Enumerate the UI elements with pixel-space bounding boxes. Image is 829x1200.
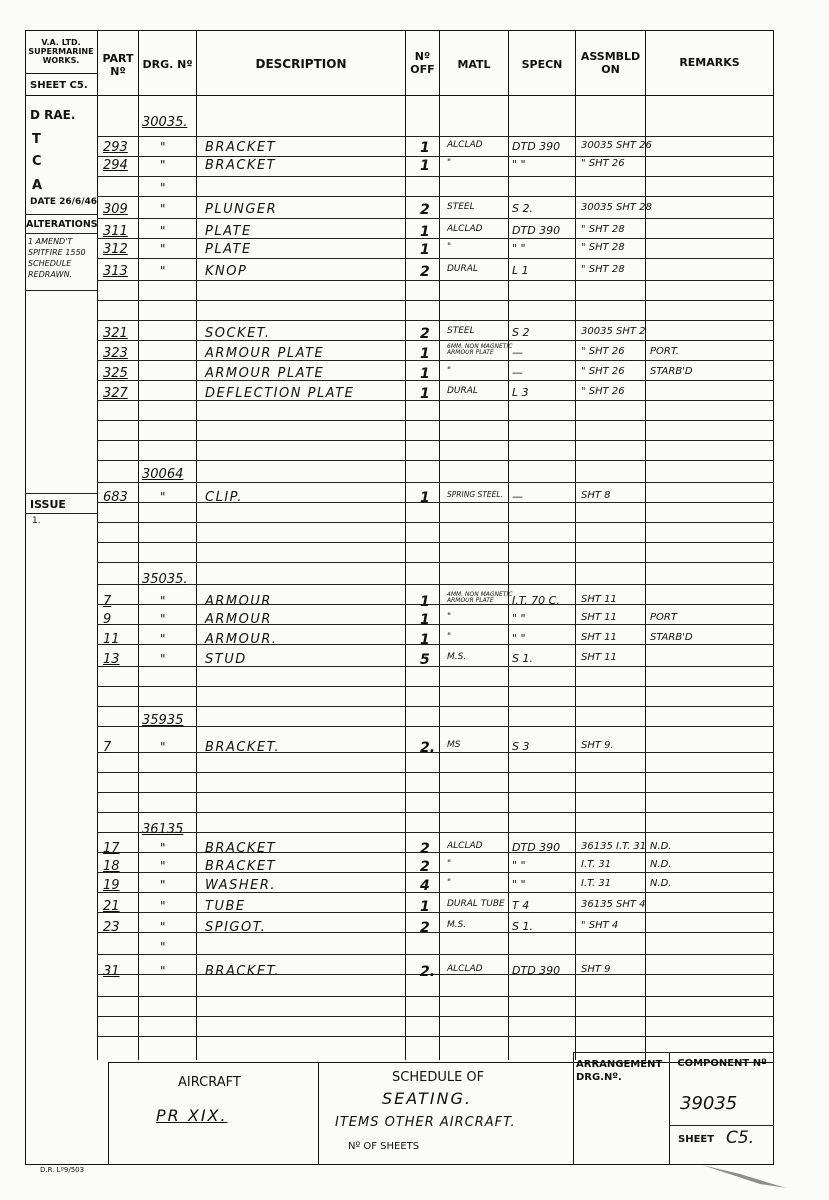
part-number: 309: [103, 202, 128, 217]
material: ": [447, 632, 452, 642]
drawing-number: ": [160, 140, 166, 154]
specification: L 3: [512, 386, 529, 399]
specification: S 1.: [512, 920, 533, 933]
assembled-on: " SHT 28: [581, 242, 625, 253]
assembled-on: " SHT 28: [581, 264, 625, 275]
material: ": [447, 158, 452, 168]
description: KNOP: [205, 264, 248, 279]
material: ALCLAD: [447, 841, 483, 851]
part-number: 31: [103, 964, 120, 979]
assembled-on: I.T. 31: [581, 859, 612, 870]
footer-left-rule: [108, 1062, 109, 1164]
col-part: PART Nº: [102, 52, 134, 78]
material: SPRING STEEL.: [447, 490, 503, 499]
description: BRACKET.: [205, 740, 281, 755]
part-number: 323: [103, 346, 128, 361]
specification: —: [512, 346, 523, 359]
row-rule: [97, 542, 774, 543]
row-rule: [97, 792, 774, 793]
row-rule: [97, 912, 774, 913]
part-number: 17: [103, 841, 120, 856]
scan-mark: [700, 1160, 790, 1190]
footer-rule-3: [573, 1052, 574, 1164]
description: ARMOUR PLATE: [205, 346, 325, 361]
remarks: STARB'D: [650, 632, 693, 643]
part-number: 311: [103, 224, 128, 239]
row-rule: [97, 604, 774, 605]
quantity-off: 2: [420, 202, 430, 218]
header-rule: [97, 95, 774, 96]
footer-rule-4: [669, 1052, 670, 1164]
assembled-on: SHT 9: [581, 964, 611, 975]
row-rule: [97, 562, 774, 563]
row-rule: [97, 196, 774, 197]
drawing-number: ": [160, 242, 166, 256]
material: ": [447, 878, 452, 888]
quantity-off: 1: [420, 612, 430, 628]
specification: I.T. 70 C.: [512, 594, 560, 607]
schedule-subtitle: ITEMS OTHER AIRCRAFT.: [335, 1115, 516, 1130]
drawing-number: 36135: [142, 822, 184, 837]
row-rule: [97, 686, 774, 687]
row-rule: [97, 974, 774, 975]
quantity-off: 1: [420, 140, 430, 156]
col-off: Nº OFF: [410, 50, 435, 76]
drawing-number: ": [160, 841, 166, 855]
part-number: 23: [103, 920, 120, 935]
row-rule: [97, 176, 774, 177]
remarks: PORT.: [650, 346, 679, 357]
aircraft-label: AIRCRAFT: [178, 1075, 241, 1090]
description: BRACKET: [205, 158, 277, 173]
drawing-number: ": [160, 158, 166, 172]
row-rule: [97, 644, 774, 645]
material: M.S.: [447, 920, 467, 930]
part-number: 327: [103, 386, 128, 401]
rule-spec: [508, 30, 509, 1060]
assembled-on: SHT 8: [581, 490, 611, 501]
drawing-number: ": [160, 612, 166, 626]
part-number: 321: [103, 326, 128, 341]
quantity-off: 2.: [420, 740, 436, 756]
specification: L 1: [512, 264, 529, 277]
part-number: 21: [103, 899, 120, 914]
material: STEEL: [447, 326, 475, 336]
row-rule: [97, 522, 774, 523]
form-reference: D.R. Lº9/503: [40, 1166, 85, 1174]
col-assembled: ASSMBLD ON: [580, 50, 641, 76]
rule-drg: [138, 30, 139, 1060]
assembled-on: " SHT 26: [581, 386, 625, 397]
rule-matl: [439, 30, 440, 1060]
col-drg: DRG. Nº: [142, 58, 193, 71]
row-rule: [97, 812, 774, 813]
sheet-box-top: [25, 73, 97, 74]
col-description: DESCRIPTION: [255, 57, 347, 71]
footer-box-top: [573, 1052, 774, 1053]
specification: DTD 390: [512, 140, 561, 153]
assembled-on: SHT 11: [581, 632, 617, 643]
part-number: 313: [103, 264, 128, 279]
material: DURAL TUBE: [447, 899, 505, 909]
quantity-off: 1: [420, 386, 430, 402]
description: ARMOUR.: [205, 632, 278, 647]
side-drae: D RAE.: [30, 108, 76, 122]
row-rule: [97, 502, 774, 503]
specification: S 2.: [512, 202, 533, 215]
row-rule: [97, 340, 774, 341]
drawing-number: ": [160, 964, 166, 978]
rule-part: [97, 30, 98, 1060]
description: PLATE: [205, 224, 252, 239]
rule-ass: [575, 30, 576, 1060]
drawing-number: ": [160, 202, 166, 216]
quantity-off: 1: [420, 490, 430, 506]
material: ALCLAD: [447, 224, 483, 234]
part-number: 683: [103, 490, 128, 505]
drawing-number: 35035.: [142, 572, 188, 587]
part-number: 294: [103, 158, 128, 173]
side-rule-3: [25, 290, 97, 291]
side-c: C: [32, 154, 42, 169]
row-rule: [97, 624, 774, 625]
schedule-title: SEATING.: [382, 1089, 472, 1108]
no-of-sheets: Nº OF SHEETS: [348, 1141, 420, 1152]
row-rule: [97, 666, 774, 667]
assembled-on: SHT 11: [581, 652, 617, 663]
material: ": [447, 366, 452, 376]
side-rule-5: [25, 513, 97, 514]
quantity-off: 1: [420, 158, 430, 174]
description: WASHER.: [205, 878, 277, 893]
alteration-note: 1 AMEND'T SPITFIRE 1550 SCHEDULE REDRAWN.: [28, 237, 86, 279]
col-spec: SPECN: [521, 58, 563, 71]
border-left: [25, 30, 26, 1165]
quantity-off: 1: [420, 594, 430, 610]
specification: S 1.: [512, 652, 533, 665]
side-rule-4: [25, 493, 97, 494]
assembled-on: " SHT 26: [581, 158, 625, 169]
drawing-number: ": [160, 878, 166, 892]
drawing-number: ": [160, 859, 166, 873]
row-rule: [97, 440, 774, 441]
material: 6MM. NON MAGNETIC ARMOUR PLATE: [447, 343, 513, 356]
drawing-number: ": [160, 920, 166, 934]
description: BRACKET: [205, 140, 277, 155]
quantity-off: 2.: [420, 964, 436, 980]
row-rule: [97, 772, 774, 773]
side-alterations: ALTERATIONS: [26, 219, 98, 230]
drawing-number: ": [160, 632, 166, 646]
border-bottom: [25, 1164, 774, 1165]
drawing-number: ": [160, 740, 166, 754]
footer-sheet-rule: [669, 1125, 774, 1126]
assembled-on: " SHT 26: [581, 346, 625, 357]
row-rule: [97, 1016, 774, 1017]
footer-rule-2: [318, 1062, 319, 1164]
row-rule: [97, 584, 774, 585]
description: BRACKET: [205, 841, 277, 856]
description: ARMOUR: [205, 594, 272, 609]
specification: T 4: [512, 899, 530, 912]
row-rule: [97, 300, 774, 301]
remarks: N.D.: [650, 878, 672, 889]
row-rule: [97, 218, 774, 219]
rule-desc: [196, 30, 197, 1060]
material: DURAL: [447, 386, 478, 396]
row-rule: [97, 320, 774, 321]
material: ": [447, 612, 452, 622]
remarks: PORT: [650, 612, 677, 623]
remarks: STARB'D: [650, 366, 693, 377]
material: ": [447, 859, 452, 869]
row-rule: [97, 380, 774, 381]
border-top: [25, 30, 774, 31]
description: STUD: [205, 652, 247, 667]
assembled-on: SHT 11: [581, 612, 617, 623]
assembled-on: 30035 SHT 28: [581, 202, 652, 213]
issue-number: 1.: [32, 516, 41, 526]
assembled-on: SHT 11: [581, 594, 617, 605]
assembled-on: " SHT 4: [581, 920, 619, 931]
assembled-on: 36135 I.T. 31: [581, 841, 647, 852]
drawing-number: 30035.: [142, 115, 188, 130]
specification: DTD 390: [512, 964, 561, 977]
quantity-off: 2: [420, 859, 430, 875]
assembled-on: SHT 9.: [581, 740, 614, 751]
row-rule: [97, 706, 774, 707]
side-rule-1: [25, 214, 97, 215]
aircraft-value: PR XIX.: [156, 1106, 228, 1125]
row-rule: [97, 136, 774, 137]
quantity-off: 2: [420, 920, 430, 936]
specification: " ": [512, 242, 526, 255]
specification: DTD 390: [512, 841, 561, 854]
arrangement-label: ARRANGEMENT DRG.Nº.: [576, 1059, 663, 1083]
drawing-number: ": [160, 181, 166, 195]
material: ": [447, 242, 452, 252]
assembled-on: 36135 SHT 4: [581, 899, 646, 910]
description: BRACKET.: [205, 964, 281, 979]
part-number: 18: [103, 859, 120, 874]
quantity-off: 2: [420, 326, 430, 342]
drawing-number: ": [160, 940, 166, 954]
specification: S 2: [512, 326, 530, 339]
quantity-off: 1: [420, 224, 430, 240]
row-rule: [97, 752, 774, 753]
specification: DTD 390: [512, 224, 561, 237]
description: PLATE: [205, 242, 252, 257]
part-number: 312: [103, 242, 128, 257]
rule-off: [405, 30, 406, 1060]
material: 4MM. NON MAGNETIC ARMOUR PLATE: [447, 591, 513, 604]
description: DEFLECTION PLATE: [205, 386, 355, 401]
row-rule: [97, 832, 774, 833]
assembled-on: 30035 SHT 26: [581, 140, 652, 151]
drawing-number: ": [160, 224, 166, 238]
specification: " ": [512, 878, 526, 891]
row-rule: [97, 996, 774, 997]
col-matl: MATL: [457, 58, 491, 71]
company-name: V.A. LTD. SUPERMARINE WORKS.: [28, 38, 94, 65]
component-label: COMPONENT Nº: [677, 1058, 767, 1069]
description: TUBE: [205, 899, 246, 914]
material: ALCLAD: [447, 140, 483, 150]
material: MS: [447, 740, 461, 750]
description: ARMOUR: [205, 612, 272, 627]
drawing-number: ": [160, 490, 166, 504]
quantity-off: 2: [420, 841, 430, 857]
row-rule: [97, 400, 774, 401]
row-rule: [97, 360, 774, 361]
side-rule-2: [25, 233, 97, 234]
specification: " ": [512, 632, 526, 645]
drawing-number: 30064: [142, 467, 184, 482]
row-rule: [97, 280, 774, 281]
specification: " ": [512, 612, 526, 625]
part-number: 7: [103, 740, 112, 755]
drawing-number: ": [160, 899, 166, 913]
sheet-value: C5.: [726, 1128, 755, 1148]
row-rule: [97, 420, 774, 421]
assembled-on: 30035 SHT 2: [581, 326, 646, 337]
quantity-off: 5: [420, 652, 430, 668]
sheet-box-bottom: [25, 95, 97, 96]
sheet-ref: SHEET C5.: [30, 80, 88, 91]
row-rule: [97, 726, 774, 727]
description: CLIP.: [205, 490, 243, 505]
specification: —: [512, 490, 523, 503]
specification: " ": [512, 859, 526, 872]
quantity-off: 1: [420, 632, 430, 648]
drawing-number: ": [160, 594, 166, 608]
quantity-off: 1: [420, 242, 430, 258]
part-number: 11: [103, 632, 120, 647]
drawing-number: ": [160, 264, 166, 278]
row-rule: [97, 852, 774, 853]
row-rule: [97, 892, 774, 893]
part-number: 9: [103, 612, 112, 627]
component-value: 39035: [680, 1093, 738, 1114]
schedule-label: SCHEDULE OF: [392, 1070, 485, 1085]
side-t: T: [32, 132, 41, 147]
assembled-on: I.T. 31: [581, 878, 612, 889]
material: M.S.: [447, 652, 467, 662]
quantity-off: 1: [420, 346, 430, 362]
row-rule: [97, 954, 774, 955]
part-number: 325: [103, 366, 128, 381]
part-number: 293: [103, 140, 128, 155]
part-number: 13: [103, 652, 120, 667]
remarks: N.D.: [650, 859, 672, 870]
description: PLUNGER: [205, 202, 278, 217]
material: ALCLAD: [447, 964, 483, 974]
side-a: A: [32, 178, 43, 193]
description: SOCKET.: [205, 326, 271, 341]
quantity-off: 1: [420, 899, 430, 915]
specification: S 3: [512, 740, 530, 753]
row-rule: [97, 932, 774, 933]
sheet-label: SHEET: [678, 1134, 715, 1145]
quantity-off: 2: [420, 264, 430, 280]
remarks: N.D.: [650, 841, 672, 852]
material: DURAL: [447, 264, 478, 274]
material: STEEL: [447, 202, 475, 212]
side-issue: ISSUE: [30, 498, 66, 511]
row-rule: [97, 238, 774, 239]
drawing-number: 35935: [142, 713, 184, 728]
border-right: [773, 30, 774, 1165]
specification: —: [512, 366, 523, 379]
drawing-number: ": [160, 652, 166, 666]
row-rule: [97, 460, 774, 461]
row-rule: [97, 258, 774, 259]
part-number: 19: [103, 878, 120, 893]
part-number: 7: [103, 594, 112, 609]
assembled-on: " SHT 28: [581, 224, 625, 235]
row-rule: [97, 872, 774, 873]
specification: " ": [512, 158, 526, 171]
description: SPIGOT.: [205, 920, 267, 935]
description: ARMOUR PLATE: [205, 366, 325, 381]
description: BRACKET: [205, 859, 277, 874]
row-rule: [97, 1036, 774, 1037]
assembled-on: " SHT 26: [581, 366, 625, 377]
quantity-off: 4: [420, 878, 430, 894]
row-rule: [97, 156, 774, 157]
quantity-off: 1: [420, 366, 430, 382]
col-remarks: REMARKS: [679, 56, 740, 69]
row-rule: [97, 482, 774, 483]
side-date: DATE 26/6/46: [30, 197, 98, 207]
